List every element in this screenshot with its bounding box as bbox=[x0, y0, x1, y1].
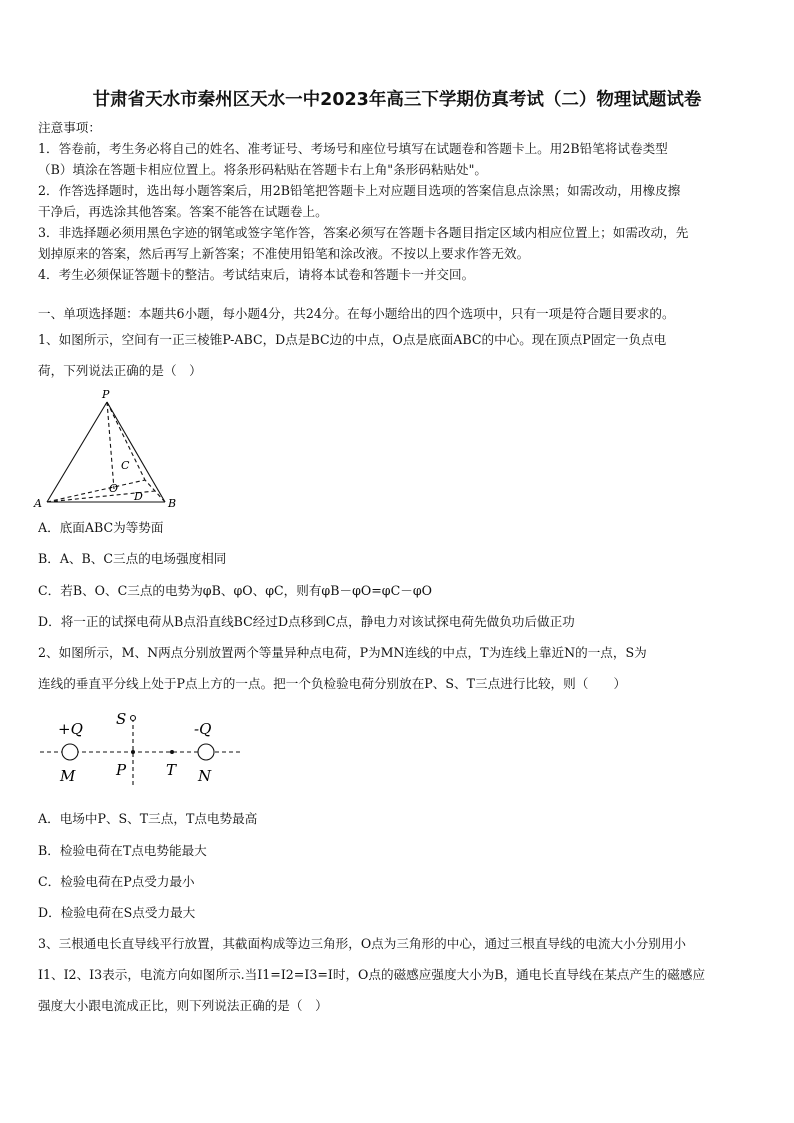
label-B: B bbox=[168, 497, 177, 510]
q3-stem: I1、I2、I3表示，电流方向如图所示.当I1=I2=I3=I时，O点的磁感应强度大小为B，通电长直导线在某点产生的磁感应 bbox=[38, 967, 706, 982]
label-T: T bbox=[166, 761, 177, 779]
q2-option-b: B．检验电荷在T点电势能最大 bbox=[38, 843, 207, 858]
label-P: P bbox=[116, 761, 127, 779]
label-O: O bbox=[109, 482, 119, 495]
q2-stem: 2、如图所示，M、N两点分别放置两个等量异种点电荷，P为MN连线的中点，T为连线上靠近N的一点，S为 bbox=[38, 645, 647, 660]
notice-line: 1．答卷前，考生务必将自己的姓名、准考证号、考场号和座位号填写在试题卷和答题卡上。用2B铅笔将试卷类型 bbox=[38, 141, 668, 156]
q2-option-a: A．电场中P、S、T三点，T点电势最高 bbox=[38, 811, 258, 826]
page-title: 甘肃省天水市秦州区天水一中2023年高三下学期仿真考试（二）物理试题试卷 bbox=[92, 90, 702, 110]
label-plus-q: +Q bbox=[58, 720, 83, 738]
notice-line: 干净后，再选涂其他答案。答案不能答在试题卷上。 bbox=[38, 204, 328, 219]
label-C: C bbox=[121, 459, 130, 472]
label-A: A bbox=[34, 497, 42, 510]
charges-figure bbox=[36, 702, 246, 788]
q1-option-d: D．将一正的试探电荷从B点沿直线BC经过D点移到C点，静电力对该试探电荷先做负功后做正功 bbox=[38, 614, 575, 629]
label-N: N bbox=[198, 767, 212, 785]
q1-option-b: B．A、B、C三点的电场强度相同 bbox=[38, 551, 227, 566]
label-M: M bbox=[60, 767, 76, 785]
pyramid-figure bbox=[30, 386, 190, 512]
notice-heading: 注意事项： bbox=[38, 120, 101, 135]
q1-option-a: A．底面ABC为等势面 bbox=[38, 520, 164, 535]
label-S: S bbox=[116, 710, 127, 728]
q2-stem: 连线的垂直平分线上处于P点上方的一点。把一个负检验电荷分别放在P、S、T三点进行比较，则（ ） bbox=[38, 676, 627, 691]
q3-stem: 强度大小跟电流成正比，则下列说法正确的是（ ） bbox=[38, 998, 328, 1013]
q3-stem: 3、三根通电长直导线平行放置，其截面构成等边三角形，O点为三角形的中心，通过三根直导线的电流大小分别用小 bbox=[38, 936, 687, 951]
q2-option-d: D．检验电荷在S点受力最大 bbox=[38, 905, 196, 920]
notice-line: 4．考生必须保证答题卡的整洁。考试结束后，请将本试卷和答题卡一并交回。 bbox=[38, 267, 475, 282]
label-D: D bbox=[134, 490, 143, 503]
q1-stem: 1、如图所示，空间有一正三棱锥P-ABC，D点是BC边的中点，O点是底面ABC的中心。现在顶点P固定一负点电 bbox=[38, 332, 667, 347]
label-P: P bbox=[102, 388, 110, 401]
notice-line: 划掉原来的答案，然后再写上新答案；不准使用铅笔和涂改液。不按以上要求作答无效。 bbox=[38, 246, 530, 261]
notice-line: 2．作答选择题时，选出每小题答案后，用2B铅笔把答题卡上对应题目选项的答案信息点涂黑；如需改动，用橡皮擦 bbox=[38, 183, 681, 198]
q2-option-c: C．检验电荷在P点受力最小 bbox=[38, 874, 195, 889]
notice-line: 3．非选择题必须用黑色字迹的钢笔或签字笔作答，答案必须写在答题卡各题目指定区域内相应位置上；如需改动，先 bbox=[38, 225, 689, 240]
q1-stem: 荷，下列说法正确的是（ ） bbox=[38, 363, 202, 378]
notice-line: （B）填涂在答题卡相应位置上。将条形码粘贴在答题卡右上角"条形码粘贴处"。 bbox=[38, 162, 488, 177]
q1-option-c: C．若B、O、C三点的电势为φB、φO、φC，则有φB－φO=φC－φO bbox=[38, 583, 432, 598]
label-minus-q: -Q bbox=[194, 720, 212, 738]
section-heading: 一、单项选择题：本题共6小题，每小题4分，共24分。在每小题给出的四个选项中，只有一项是符合题目要求的。 bbox=[38, 306, 675, 321]
